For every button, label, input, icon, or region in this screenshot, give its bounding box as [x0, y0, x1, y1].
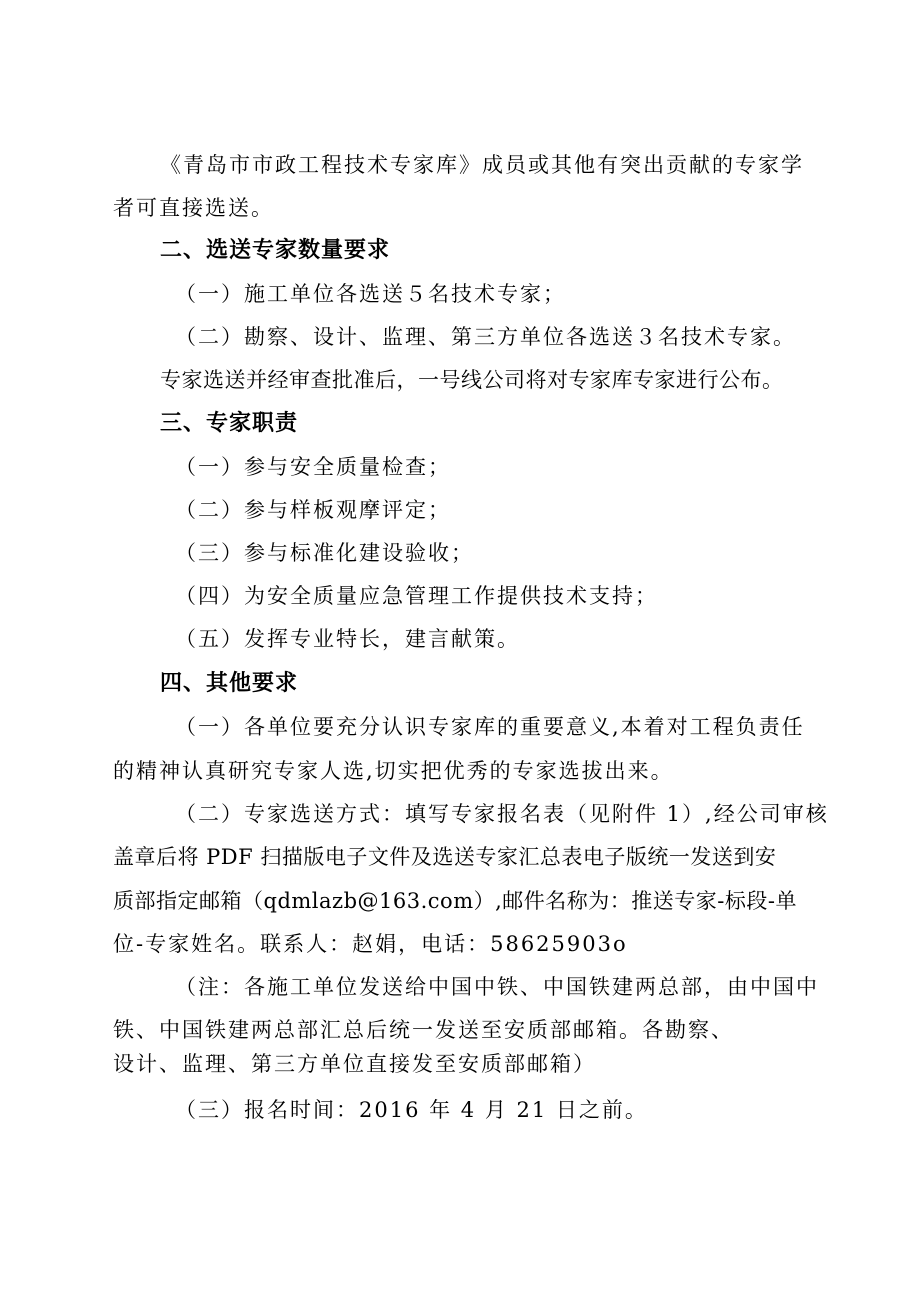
paragraph-line: 盖章后将 PDF 扫描版电子文件及选送专家汇总表电子版统一发送到安: [113, 845, 777, 869]
paragraph-line: 《青岛市市政工程技术专家库》成员或其他有突出贡献的专家学: [160, 153, 804, 177]
list-item: （一）施工单位各选送５名技术专家；: [175, 282, 566, 306]
note-line: 设计、监理、第三方单位直接发至安质部邮箱）: [113, 1052, 596, 1076]
list-item: （三）报名时间：2016 年 4 月 21 日之前。: [175, 1098, 648, 1122]
section-heading: 二、选送专家数量要求: [160, 238, 391, 263]
list-item: （五）发挥专业特长，建言献策。: [175, 627, 520, 651]
paragraph-line: 专家选送并经审查批准后，一号线公司将对专家库专家进行公布。: [160, 368, 784, 392]
note-line: （注：各施工单位发送给中国中铁、中国铁建两总部，由中国中: [175, 975, 819, 999]
section-heading: 三、专家职责: [160, 411, 299, 436]
paragraph-line: 质部指定邮箱（qdmlazb@163.com）,邮件名称为：推送专家-标段-单: [113, 889, 797, 913]
list-item: （二）参与样板观摩评定；: [175, 498, 451, 522]
paragraph-line: 位-专家姓名。联系人：赵娟，电话：58625903o: [113, 932, 628, 956]
paragraph-line: 者可直接选送。: [113, 196, 274, 220]
note-line: 铁、中国铁建两总部汇总后统一发送至安质部邮箱。各勘察、: [113, 1018, 734, 1042]
section-heading: 四、其他要求: [160, 671, 299, 696]
paragraph-line: （一）各单位要充分认识专家库的重要意义,本着对工程负责任: [175, 715, 805, 739]
list-item: （四）为安全质量应急管理工作提供技术支持；: [175, 584, 658, 608]
paragraph-line: （二）专家选送方式：填写专家报名表（见附件 1）,经公司审核: [175, 802, 829, 826]
list-item: （一）参与安全质量检查；: [175, 455, 451, 479]
paragraph-line: 的精神认真研究专家人选,切实把优秀的专家选拔出来。: [113, 759, 674, 783]
list-item: （三）参与标准化建设验收；: [175, 541, 474, 565]
list-item: （二）勘察、设计、监理、第三方单位各选送３名技术专家。: [175, 325, 796, 349]
